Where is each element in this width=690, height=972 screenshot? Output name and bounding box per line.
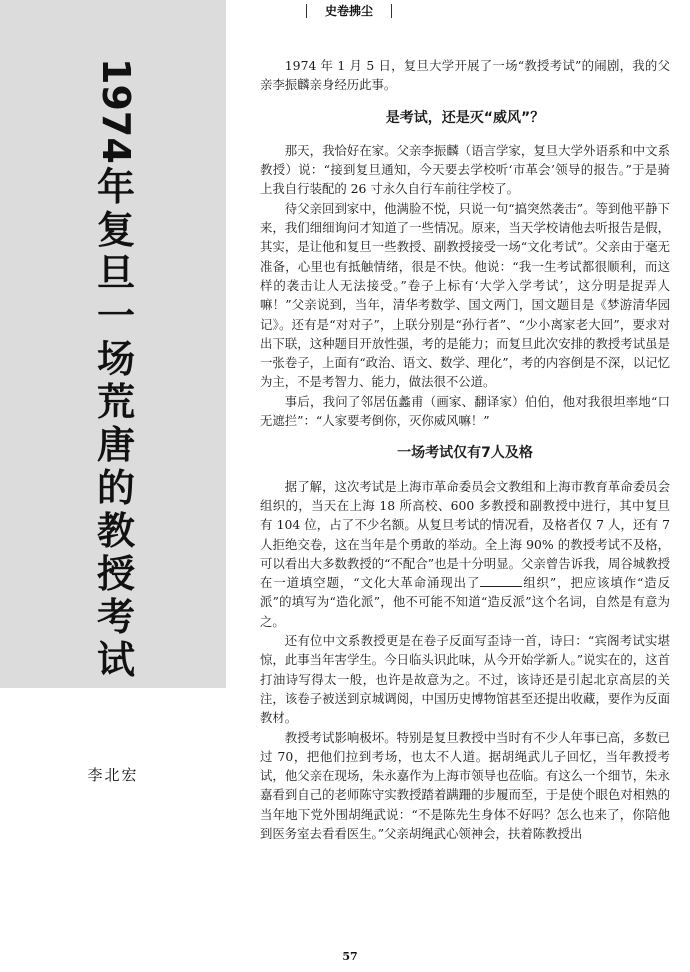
title-char: 一 bbox=[96, 293, 135, 338]
title-panel bbox=[0, 0, 226, 688]
body-paragraph: 那天，我恰好在家。父亲李振麟（语言学家，复旦大学外语系和中文系教授）说：“接到复旦通知，今天要去学校听‘市革会’领导的报告。”于是骑上我自行装配的 26 寸永久自行车前往学校了。 bbox=[260, 142, 670, 197]
title-char: 考 bbox=[96, 594, 135, 639]
article-title bbox=[96, 58, 136, 682]
title-char: 年 bbox=[96, 164, 135, 209]
body-paragraph: 待父亲回到家中，他满脸不悦，只说一句“搞突然袭击”。等到他平静下来，我们细细询问才知道了一些情况。原来，当天学校请他去听报告是假，其实，是让他和复旦一些教授、副教授接受一场“文化考试”。父亲由于毫无准备，心里也有抵触情绪，很是不快。他说：“我一生考试都很顺利，而这样的袭击让人无法接受。”卷子上标有‘大学入学考试’，这分明是捉弄人嘛！”父亲说到，当年，清华考数学、国文两门，国文题目是《梦游清华园记》。还有是“对对子”，上联分别是“孙行者”、“少小离家老大回”，要求对出下联，这种题目开放性强，考的是能力；而复旦此次安排的教授考试虽是一张卷子，上面有“政治、语文、数学、理化”，考的内容倒是不深，以记忆为主，不是考智力、能力，做法很不公道。 bbox=[260, 200, 670, 390]
body-paragraph: 教授考试影响极坏。特别是复旦教授中当时有不少人年事已高，多数已过 70，把他们拉到考场，也太不人道。据胡绳武儿子回忆，当年教授考试，他父亲在现场，朱永嘉作为上海市领导也莅临。有这么一个细节，朱永嘉看到自己的老师陈守实教授踏着蹒跚的步履而至，于是使个眼色对相熟的当年地下党外围胡绳武说：“不是陈先生身体不好吗？怎么也来了，你陪他到医务室去看看医生。”父亲胡绳武心领神会，扶着陈教授出 bbox=[260, 729, 670, 841]
title-char: 复 bbox=[96, 207, 135, 252]
intro-paragraph: 1974 年 1 月 5 日，复旦大学开展了一场“教授考试”的闹剧，我的父亲李振麟亲身经历此事。 bbox=[260, 58, 670, 93]
paragraph-text: 据了解，这次考试是上海市革命委员会文教组和上海市教育革命委员会组织的，当天在上海 18 所高校、600 多教授和副教授中进行，其中复旦有 104 位，占了不少名额。从复旦考试的情况看，及格者仅 7 人，还有 7 人拒绝交卷，这在当年是个勇敢的举动。全上海 90% 的教授考试不及格，可以看出大多数教授的“不配合”也是十分明显。父亲曾告诉我，周谷城教授在一道填空题，“文化大革命涌现出了 bbox=[260, 478, 670, 591]
section-heading: 是考试，还是灭“威风”？ bbox=[385, 109, 545, 126]
title-char: 场 bbox=[96, 336, 135, 381]
article-body bbox=[260, 56, 670, 843]
author-name: 李北宏 bbox=[87, 766, 139, 784]
section-heading: 一场考试仅有7人及格 bbox=[397, 445, 533, 462]
title-char: 教 bbox=[96, 508, 135, 553]
body-paragraph: 还有位中文系教授更是在卷子反面写歪诗一首，诗曰：“宾阁考试实堪惊，此事当年害学生。今日临头识此味，从今开始学新人。”说实在的，这首打油诗写得太一般，也许是故意为之。不过，该诗还是引起北京高层的关注，该卷子被送到京城调阅，中国历史博物馆甚至还提出收藏，要作为反面教材。 bbox=[260, 633, 670, 726]
title-char: 试 bbox=[96, 637, 135, 682]
title-char: 荒 bbox=[96, 379, 135, 424]
title-char: 旦 bbox=[96, 250, 135, 295]
body-paragraph bbox=[260, 477, 670, 631]
title-char: 的 bbox=[96, 465, 135, 510]
title-char: 唐 bbox=[96, 422, 135, 467]
paragraph-text: 组织”，把应该填作“造反派”的填写为“造化派”，他不可能不知道“造反派”这个名词，自然是有意为之。 bbox=[260, 575, 671, 629]
page-number: 57 bbox=[342, 950, 358, 963]
title-char: 授 bbox=[96, 551, 135, 596]
fill-blank-line bbox=[480, 574, 522, 587]
title-year: 1974 bbox=[94, 58, 138, 164]
section-label: 史卷拂尘 bbox=[300, 0, 398, 22]
body-paragraph: 事后，我问了邻居伍蠡甫（画家、翻译家）伯伯，他对我很坦率地“口无遮拦”：“人家要考倒你，灭你威风嘛！” bbox=[260, 393, 670, 429]
